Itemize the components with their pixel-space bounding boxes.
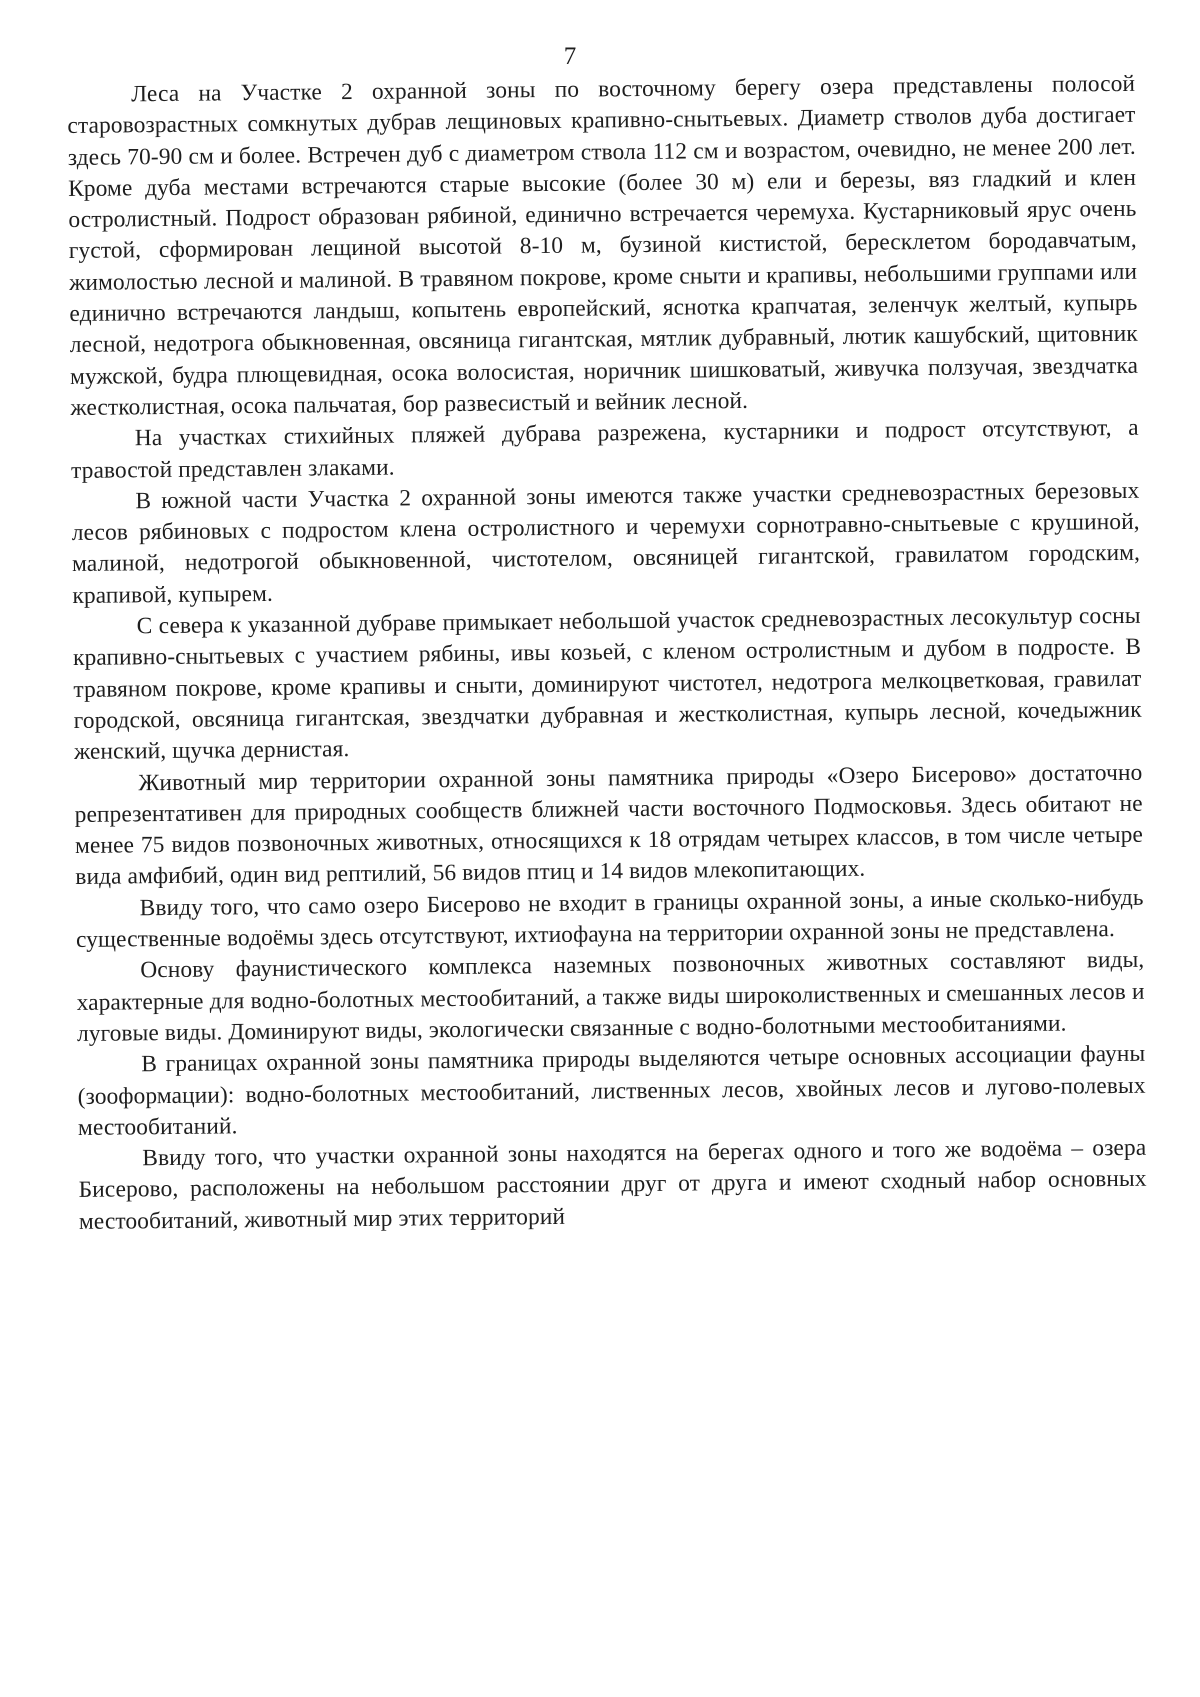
paragraph-southern-part: В южной части Участка 2 охранной зоны имеются также участки средневозрастных березовых лесов рябиновых с подростом клена остролистного и черемухи сорнотравно-снытьевые с крушиной, малиной, недотрогой обыкновенной, чистотелом, овсяницей гигантской, гравилатом городским, крапивой, купырем. [71, 477, 1141, 609]
document-body [67, 69, 1147, 1238]
paragraph-forests-area-2: Леса на Участке 2 охранной зоны по восточному берегу озера представлены полосой старовозрастных сомкнутых дубрав лещиновых крапивно-снытьевых. Диаметр стволов дуба достигает здесь 70-90 см и более. Встречен дуб с диаметром ствола 112 см и возрастом, очевидно, не менее 200 лет. Кроме дуба местами встречаются старые высокие (более 30 м) ели и березы, вяз гладкий и клен остролистный. Подрост образован рябиной, единично встречается черемуха. Кустарниковый ярус очень густой, сформирован лещиной высотой 8-10 м, бузиной кистистой, бересклетом бородавчатым, жимолостью лесной и малиной. В травяном покрове, кроме сныти и крапивы, небольшими группами или единично встречаются ландыш, копытень европейский, яснотка крапчатая, зеленчук желтый, купырь лесной, недотрога обыкновенная, овсяница гигантская, мятлик дубравный, лютик кашубский, щитовник мужской, будра плющевидная, осока волосистая, норичник шишковатый, живучка ползучая, звездчатка жестколистная, осока пальчатая, бор развесистый и вейник лесной. [67, 70, 1139, 421]
paragraph-pine-plantations: С севера к указанной дубраве примыкает небольшой участок средневозрастных лесокультур сосны крапивно-снытьевых с участием рябины, ивы козьей, с кленом остролистным и дубом в подросте. В травяном покрове, кроме крапивы и сныти, доминируют чистотел, недотрога мелкоцветковая, гравилат городской, овсяница гигантская, звездчатки дубравная и жестколистная, купырь лесной, кочедыжник женский, щучка дернистая. [72, 602, 1142, 766]
paragraph-beaches: На участках стихийных пляжей дубрава разрежена, кустарники и подрост отсутствуют, а травостой представлен злаками. [70, 415, 1139, 484]
page-number: 7 [563, 43, 577, 70]
paragraph-territories: Ввиду того, что участки охранной зоны находятся на берегах одного и того же водоёма – озера Бисерово, расположены на небольшом расстоянии друг от друга и имеют сходный набор основных местообитаний, животный мир этих территорий [78, 1134, 1147, 1235]
paragraph-faunistic-complex: Основу фаунистического комплекса наземных позвоночных животных составляют виды, характерные для водно-болотных местообитаний, а также виды широколиственных и смешанных лесов и луговые виды. Доминируют виды, экологически связанные с водно-болотными местообитаниями. [76, 947, 1145, 1047]
paragraph-zooformations: В границах охранной зоны памятника природы выделяются четыре основных ассоциации фауны (зооформации): водно-болотных местообитаний, лиственных лесов, хвойных лесов и лугово-полевых местообитаний. [77, 1040, 1146, 1141]
paragraph-ichthyofauna: Ввиду того, что само озеро Бисерово не входит в границы охранной зоны, а иные сколько-нибудь существенные водоёмы здесь отсутствуют, ихтиофауна на территории охранной зоны не представлена. [75, 884, 1144, 953]
paragraph-fauna-overview: Животный мир территории охранной зоны памятника природы «Озеро Бисерово» достаточно репрезентативен для природных сообществ ближней части восточного Подмосковья. Здесь обитают не менее 75 видов позвоночных животных, относящихся к 18 отрядам четырех классов, в том числе четыре вида амфибий, один вид рептилий, 56 видов птиц и 14 видов млекопитающих. [74, 759, 1144, 891]
